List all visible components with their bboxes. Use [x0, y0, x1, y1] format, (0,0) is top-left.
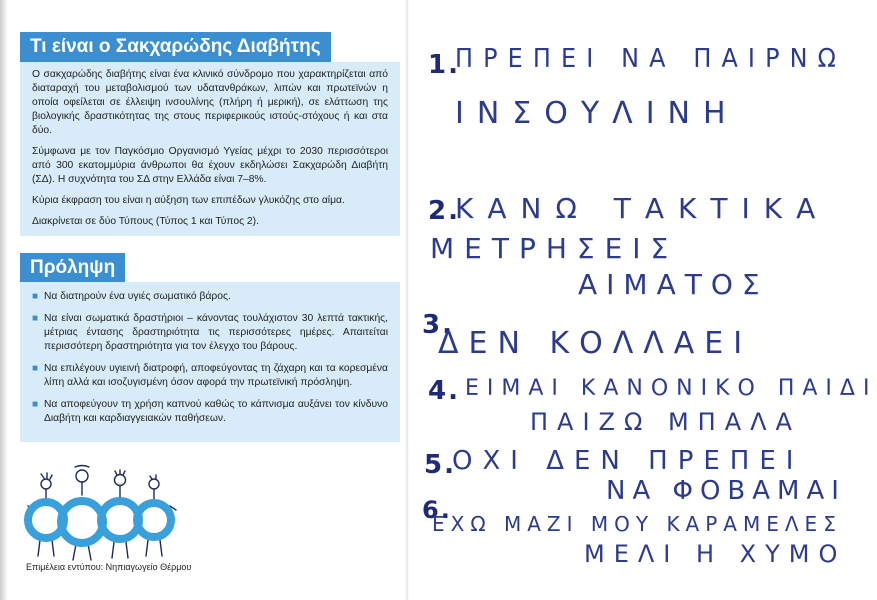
handwritten-line: ΝΑ ΦΟΒΑΜΑΙ	[606, 476, 846, 506]
list-item-text: Να είναι σωματικά δραστήριοι – κάνοντας τουλάχιστον 30 λεπτά τακτικής, μέτριας έντασης δραστηριότητα τις περισσότερες ημέρες. Απαιτείται περισσότερη δραστηριότητα για τον έλεγχο του βάρους.	[44, 313, 388, 352]
note-number: 5.	[424, 450, 456, 480]
credit-line: Επιμέλεια εντύπου: Νηπιαγωγείο Θέρμου	[26, 562, 192, 572]
list-item-text: Να αποφεύγουν τη χρήση καπνού καθώς το κάπνισμα αυξάνει τον κίνδυνο Διαβήτη και καρδιαγγειακών παθήσεων.	[44, 399, 388, 424]
section-title-prevention: Πρόληψη	[20, 253, 125, 283]
note-number: 3.	[422, 310, 454, 340]
handwritten-line: ΕΙΜΑΙ ΚΑΝΟΝΙΚΟ ΠΑΙΔΙ	[465, 376, 877, 401]
list-item	[30, 362, 388, 390]
paragraph: Διακρίνεται σε δύο Τύπους (Τύπος 1 και Τύπος 2).	[32, 216, 259, 227]
handwritten-line: ΙΝΣΟΥΛΙΝΗ	[455, 96, 739, 131]
handwritten-line: ΠΑΙΖΩ ΜΠΑΛΑ	[530, 408, 801, 436]
paragraph: Ο σακχαρώδης διαβήτης είναι ένα κλινικό σύνδρομο που χαρακτηρίζεται από διαταραχή του μεταβολισμού των υδατανθράκων, λιπών και πρωτεϊνών η οποία οφείλεται σε έλλειψη ινσουλίνης (πλήρη ή μερική), σε ελάττωση της βιολογικής δραστικότητας της στους περιφερικούς ιστούς-στόχους ή και στα δύο.	[32, 69, 388, 136]
blue-circle-people-logo	[20, 462, 180, 562]
bullet-icon: ■	[32, 313, 39, 324]
list-item	[30, 398, 388, 426]
handwritten-line: ΕΧΩ ΜΑΖΙ ΜΟΥ ΚΑΡΑΜΕΛΕΣ	[432, 512, 842, 536]
list-item	[30, 290, 388, 304]
diabetes-info-panel	[20, 62, 400, 236]
note-number: 4.	[428, 376, 460, 406]
note-number: 1.	[428, 50, 460, 80]
note-number: 6.	[422, 496, 452, 524]
handwritten-line: ΔΕΝ ΚΟΛΛΑΕΙ	[438, 326, 753, 361]
page-edge-shadow	[0, 0, 8, 600]
list-item-text: Να διατηρούν ένα υγιές σωματικό βάρος.	[44, 291, 231, 302]
list-item	[30, 312, 388, 354]
handwritten-line: ΟΧΙ ΔΕΝ ΠΡΕΠΕΙ	[452, 446, 804, 476]
bullet-icon: ■	[32, 291, 39, 302]
handwritten-line: ΚΑΝΩ ΤΑΚΤΙΚΑ	[455, 192, 830, 225]
bullet-icon: ■	[32, 399, 39, 410]
handwritten-line: ΜΕΤΡΗΣΕΙΣ	[430, 232, 679, 265]
paragraph: Σύμφωνα με τον Παγκόσμιο Οργανισμό Υγείας μέχρι το 2030 περισσότεροι από 300 εκατομμύρια άνθρωποι θα έχουν εκδηλώσει Σακχαρώδη Διαβήτη (ΣΔ). Η συχνότητα του ΣΔ στην Ελλάδα είναι 7–8%.	[32, 146, 388, 185]
handwritten-line: ΠΡΕΠΕΙ ΝΑ ΠΑΙΡΝΩ	[455, 44, 847, 74]
handwritten-line: ΜΕΛΙ Η ΧΥΜΟ	[584, 540, 847, 568]
section-title-diabetes: Τι είναι ο Σακχαρώδης Διαβήτης	[20, 32, 331, 62]
handwritten-line: ΑΙΜΑΤΟΣ	[578, 268, 769, 301]
list-item-text: Να επιλέγουν υγιεινή διατροφή, αποφεύγοντας τη ζάχαρη και τα κορεσμένα λίπη αλλά και ισοζυγισμένη όσον αφορά την πρωτεϊνική πρόσληψη.	[44, 363, 388, 388]
note-number: 2.	[428, 196, 460, 226]
paragraph: Κύρια έκφραση του είναι η αύξηση των επιπέδων γλυκόζης στο αίμα.	[32, 195, 345, 206]
page-fold	[405, 0, 409, 600]
prevention-panel	[20, 282, 400, 442]
bullet-icon: ■	[32, 363, 39, 374]
prevention-list	[30, 290, 388, 426]
